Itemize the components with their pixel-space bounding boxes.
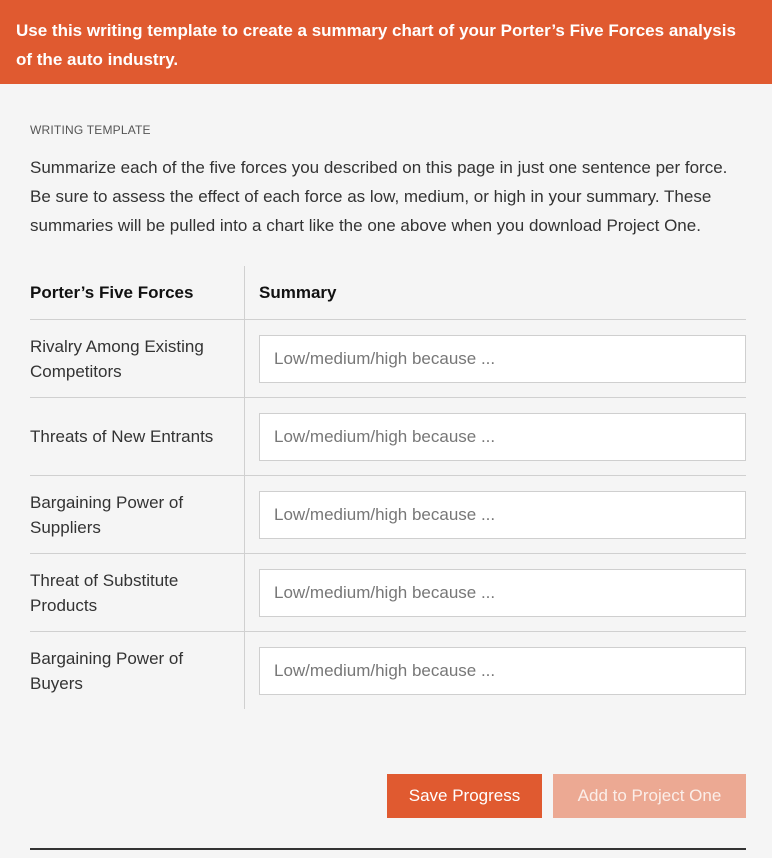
- column-header-summary: Summary: [245, 266, 747, 320]
- summary-input-buyers[interactable]: [259, 647, 746, 695]
- summary-cell: [245, 476, 747, 554]
- force-label-suppliers: Bargaining Power of Suppliers: [30, 476, 245, 554]
- bottom-divider: [30, 848, 746, 850]
- action-buttons: [387, 774, 746, 818]
- save-progress-button[interactable]: Save Progress: [387, 774, 542, 818]
- force-label-rivalry: Rivalry Among Existing Competitors: [30, 320, 245, 398]
- banner-text: Use this writing template to create a summary chart of your Porter’s Five Forces analysis of the auto industry.: [16, 21, 736, 69]
- table-row: [30, 632, 746, 710]
- table-row: [30, 398, 746, 476]
- summary-input-suppliers[interactable]: [259, 491, 746, 539]
- summary-input-rivalry[interactable]: [259, 335, 746, 383]
- table-row: [30, 476, 746, 554]
- table-row: [30, 554, 746, 632]
- column-header-force: Porter’s Five Forces: [30, 266, 245, 320]
- force-label-substitutes: Threat of Substitute Products: [30, 554, 245, 632]
- summary-input-new-entrants[interactable]: [259, 413, 746, 461]
- summary-cell: [245, 554, 747, 632]
- summary-cell: [245, 320, 747, 398]
- table-row: [30, 320, 746, 398]
- force-label-buyers: Bargaining Power of Buyers: [30, 632, 245, 710]
- instruction-banner: [0, 0, 772, 84]
- table-header-row: [30, 266, 746, 320]
- summary-cell: [245, 398, 747, 476]
- section-eyebrow: WRITING TEMPLATE: [30, 123, 151, 137]
- force-label-new-entrants: Threats of New Entrants: [30, 398, 245, 476]
- add-to-project-button[interactable]: Add to Project One: [553, 774, 746, 818]
- writing-template: [30, 84, 746, 709]
- template-instructions: Summarize each of the five forces you described on this page in just one sentence per force. Be sure to assess the effect of each force as low, medium, or high in your summary. These summaries will be pulled into a chart like the one above when you download Project One.: [30, 158, 728, 235]
- five-forces-table: [30, 266, 746, 709]
- summary-cell: [245, 632, 747, 710]
- summary-input-substitutes[interactable]: [259, 569, 746, 617]
